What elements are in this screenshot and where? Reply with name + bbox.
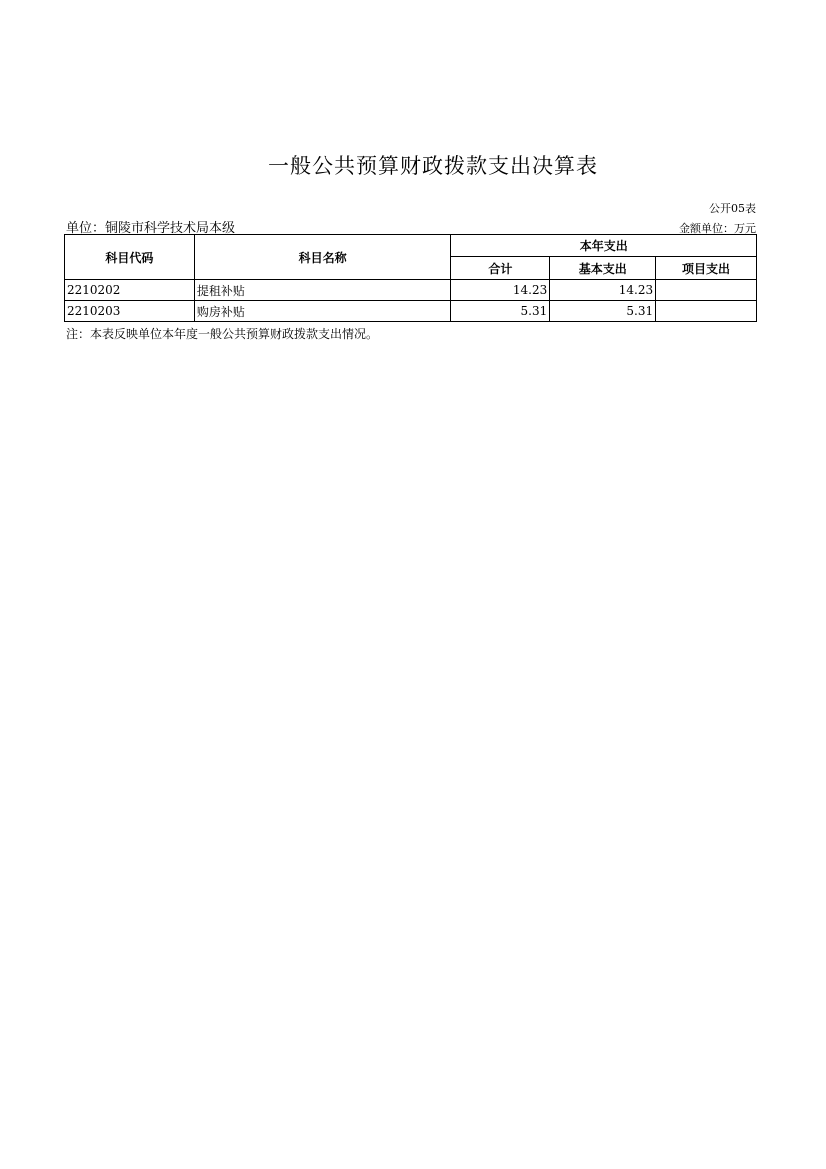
cell-name: 提租补贴 bbox=[194, 280, 451, 301]
page-title: 一般公共预算财政拨款支出决算表 bbox=[268, 154, 598, 178]
cell-code: 2210202 bbox=[65, 280, 195, 301]
form-number: 公开05表 bbox=[709, 202, 756, 215]
cell-name: 购房补贴 bbox=[194, 301, 451, 322]
cell-project bbox=[656, 301, 757, 322]
cell-basic: 5.31 bbox=[550, 301, 656, 322]
table-note: 注：本表反映单位本年度一般公共预算财政拨款支出情况。 bbox=[66, 327, 379, 341]
cell-total: 5.31 bbox=[451, 301, 550, 322]
cell-basic: 14.23 bbox=[550, 280, 656, 301]
table-row bbox=[65, 280, 757, 301]
cell-code: 2210203 bbox=[65, 301, 195, 322]
table-row bbox=[65, 301, 757, 322]
header-basic: 基本支出 bbox=[550, 257, 656, 280]
header-code: 科目代码 bbox=[65, 235, 195, 280]
header-current-year-expenditure: 本年支出 bbox=[451, 235, 757, 257]
expenditure-table bbox=[64, 234, 757, 322]
header-name: 科目名称 bbox=[194, 235, 451, 280]
header-project: 项目支出 bbox=[656, 257, 757, 280]
money-unit-label: 金额单位：万元 bbox=[679, 222, 756, 235]
cell-total: 14.23 bbox=[451, 280, 550, 301]
cell-project bbox=[656, 280, 757, 301]
header-total: 合计 bbox=[451, 257, 550, 280]
unit-label: 单位：铜陵市科学技术局本级 bbox=[66, 221, 236, 236]
